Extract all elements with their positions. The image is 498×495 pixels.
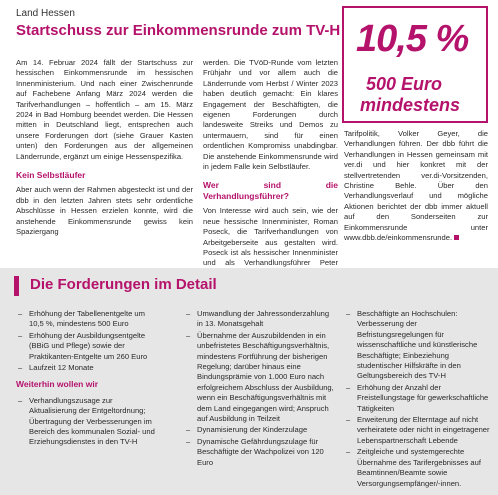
list-item: – Laufzeit 12 Monate [16, 363, 160, 373]
article-column-1 [16, 58, 193, 244]
list-item: – Erweiterung der Elterntage auf nicht verheiratete oder nicht in eingetragener Lebenspartnerschaft Lebende [344, 415, 490, 446]
article-column-3 [344, 129, 488, 249]
paragraph: werden. Die TVöD-Runde vom letzten Frühjahr und vor allem auch die Länderrunde vom Herbst / Winter 2023 haben deutlich gemacht: Ein klares Engagement der Beschäftigten, die eigenen Forderungen durch landesweite Streiks und Demos zu untermauern, sind für einen ordentlichen Kompromiss unabdingbar. Die anstehende Einkommensrunde wird in jedem Falle kein Selbstläufer. [203, 58, 338, 172]
list-item: – Verhandlungszusage zur Aktualisierung der Entgeltordnung; Übertragung der Verbesserungen im Bereich des kommunalen Sozial- und Erziehungsdienstes in den TV-H [16, 396, 160, 448]
end-mark-icon [454, 235, 459, 240]
demands-list [16, 309, 160, 373]
intro-paragraph: Am 14. Februar 2024 fällt der Startschuss zur hessischen Einkommensrunde im hessischen Innenministerium. Und nach einer Zwischenrunde auf Fachebene Anfang März 2024 werden die Tarifverhandlungen – hoffentlich – am 15. März 2024 in Bad Homburg beendet werden. Die Hessen mitten in Deutschland liegt, entsprechen auch unsere Forderungen dort (siehe Grauer Kasten unten) den Forderungen aus der allgemeinen Länderrunde, ergänzt um einige Hessenspezifika. [16, 58, 193, 161]
demands-list [16, 396, 160, 448]
subhead-verhandlungsfuehrer: Wer sind die Verhandlungsführer? [203, 180, 338, 201]
demands-list [184, 309, 334, 468]
badge-percentage: 10,5 % [356, 18, 469, 60]
list-item: – Dynamische Gefährdungszulage für Beschäftigte der Wachpolizei von 120 Euro [184, 437, 334, 468]
list-item: – Dynamisierung der Kinderzulage [184, 425, 334, 435]
demands-title: Die Forderungen im Detail [30, 276, 217, 293]
paragraph: Aber auch wenn der Rahmen abgesteckt ist und der dbb in den letzten Jahren stets sehr ordentliche Abschlüsse in Hessen erzielen konnte, wird die anstehende Einkommensrunde gewiss kein Spaziergang [16, 185, 193, 237]
list-item: – Beschäftigte an Hochschulen: Verbesserung der Befristungsregelungen für wissenschaftliche und künstlerische Beschäftigte; Einbeziehung studentischer Hilfskräfte in den Geltungsbereich des TV-H [344, 309, 490, 382]
list-item: – Umwandlung der Jahressonderzahlung in 13. Monatsgehalt [184, 309, 334, 330]
subhead-weiterhin: Weiterhin wollen wir [16, 379, 99, 390]
closing-text: Tarifpolitik, Volker Geyer, die Verhandlungen führen. Der dbb führt die Verhandlungen in Hessen gemeinsam mit ver.di und hier konkret mit der stellvertretenden ver.di-Vorsitzenden, Christine Behle. Über den Verhandlungsverlauf und mögliche Aktionen berichtet der dbb immer aktuell auf den Sonderseiten zur Einkommensrunde unter www.dbb.de/einkommensrunde. [344, 129, 488, 243]
demands-column-3 [344, 309, 490, 490]
list-item: – Erhöhung der Ausbildungsentgelte (BBiG und Pflege) sowie der Praktikanten-Entgelte um 260 Euro [16, 331, 160, 362]
list-item: – Zeitgleiche und systemgerechte Übernahme des Tarifergebnisses auf Beamtinnen/Beamte sowie Versorgungsempfänger/-innen. [344, 447, 490, 489]
badge-minimum: mindestens [360, 95, 461, 115]
list-item: – Erhöhung der Anzahl der Freistellungstage für gewerkschaftliche Tätigkeiten [344, 383, 490, 414]
demands-column-1 [16, 309, 160, 449]
headline: Startschuss zur Einkommensrunde zum TV-H [16, 22, 341, 39]
list-item: – Übernahme der Auszubildenden in ein unbefristetes Beschäftigungsverhältnis, mindestens Fortführung der bisherigen Regelung; darüber hinaus eine Bindungsprämie von 1.000 Euro nach erfolgreichem Abschluss der Ausbildung, wenn ein Beschäftigungsverhältnis mit dem Land eingegangen wird; Anspruch auf Ausbildung in Teilzeit [184, 331, 334, 425]
paragraph: Von Interesse wird auch sein, wie der neue hessische Innenminister, Roman Poseck, die Tarifverhandlungen von Arbeitgeberseite aus gestalten wird. Poseck ist als hessischer Innenminister und als Verhandlungsführer Peter [203, 206, 338, 268]
list-item: – Erhöhung der Tabellenentgelte um 10,5 %, mindestens 500 Euro [16, 309, 160, 330]
demands-column-2 [184, 309, 334, 469]
badge-amount: 500 Euro [366, 74, 443, 94]
demands-list [344, 309, 490, 489]
article-column-2 [203, 58, 338, 296]
title-accent-bar [14, 276, 19, 296]
demand-badge [342, 6, 488, 123]
closing-paragraph [344, 129, 488, 243]
subhead-selbstlaeufer: Kein Selbstläufer [16, 170, 86, 181]
kicker: Land Hessen [16, 8, 75, 19]
